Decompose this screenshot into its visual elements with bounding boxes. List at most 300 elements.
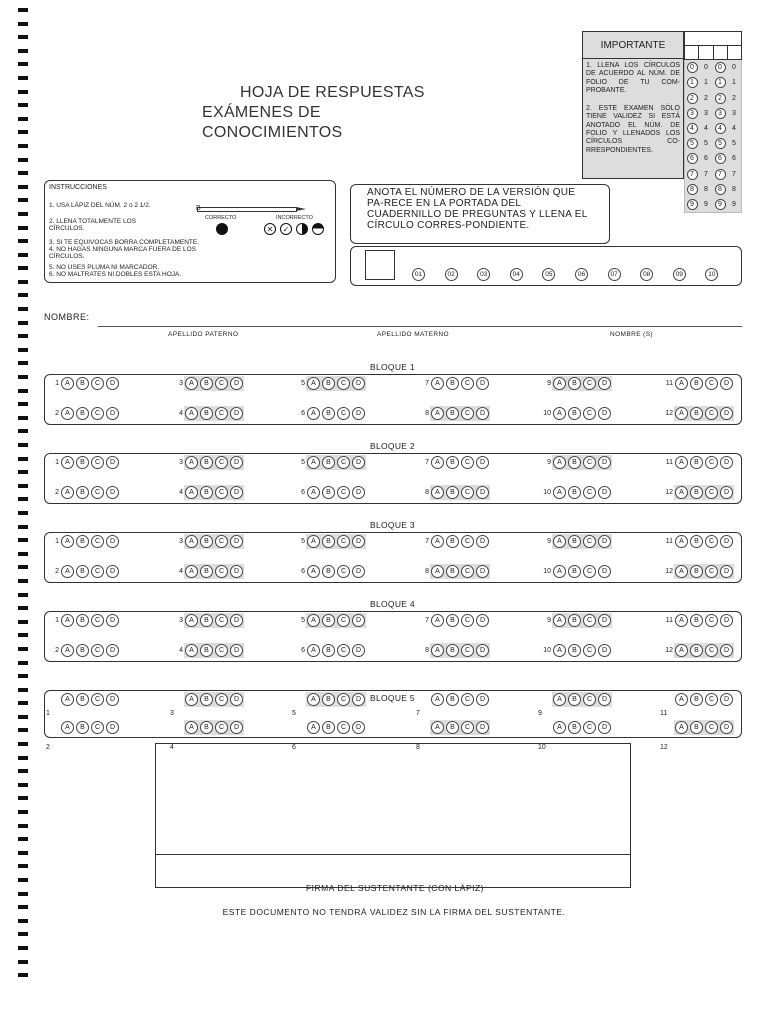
answer-bubble[interactable]: C: [215, 407, 228, 420]
answer-bubble[interactable]: D: [106, 377, 119, 390]
answer-bubble[interactable]: B: [76, 565, 89, 578]
answer-bubble[interactable]: A: [307, 407, 320, 420]
answer-bubble[interactable]: C: [583, 614, 596, 627]
answer-bubble[interactable]: C: [705, 614, 718, 627]
answer-bubble[interactable]: B: [690, 693, 703, 706]
answer-options: [306, 406, 366, 421]
answer-bubble[interactable]: A: [553, 565, 566, 578]
answer-bubble[interactable]: C: [705, 535, 718, 548]
answer-bubble[interactable]: A: [431, 614, 444, 627]
answer-bubble[interactable]: B: [322, 407, 335, 420]
answer-bubble[interactable]: D: [106, 486, 119, 499]
answer-bubble[interactable]: D: [352, 407, 365, 420]
answer-bubble[interactable]: C: [215, 456, 228, 469]
answer-bubble[interactable]: C: [337, 644, 350, 657]
folio-bubble[interactable]: 3: [704, 109, 708, 117]
answer-bubble[interactable]: D: [720, 535, 733, 548]
answer-bubble[interactable]: A: [61, 535, 74, 548]
answer-bubble[interactable]: C: [337, 377, 350, 390]
answer-bubble[interactable]: B: [200, 456, 213, 469]
folio-bubble[interactable]: 6: [704, 155, 708, 163]
answer-bubble[interactable]: B: [568, 456, 581, 469]
answer-bubble[interactable]: B: [446, 721, 459, 734]
answer-bubble[interactable]: B: [690, 377, 703, 390]
answer-bubble[interactable]: D: [352, 486, 365, 499]
folio-bubble[interactable]: 9: [687, 199, 698, 210]
answer-bubble[interactable]: C: [583, 377, 596, 390]
answer-bubble[interactable]: B: [76, 377, 89, 390]
answer-bubble[interactable]: A: [185, 486, 198, 499]
answer-bubble[interactable]: B: [568, 721, 581, 734]
answer-bubble[interactable]: D: [230, 565, 243, 578]
answer-bubble[interactable]: C: [215, 565, 228, 578]
answer-bubble[interactable]: A: [675, 565, 688, 578]
folio-bubble[interactable]: 7: [715, 169, 726, 180]
folio-bubble[interactable]: 7: [687, 169, 698, 180]
answer-bubble[interactable]: D: [106, 721, 119, 734]
answer-bubble[interactable]: B: [200, 486, 213, 499]
answer-bubble[interactable]: D: [352, 614, 365, 627]
answer-bubble[interactable]: A: [553, 486, 566, 499]
question-number: 5: [301, 459, 305, 466]
answer-bubble[interactable]: B: [76, 456, 89, 469]
answer-bubble[interactable]: D: [230, 407, 243, 420]
answer-bubble[interactable]: C: [337, 693, 350, 706]
answer-bubble[interactable]: D: [106, 407, 119, 420]
answer-bubble[interactable]: B: [76, 614, 89, 627]
answer-bubble[interactable]: B: [446, 456, 459, 469]
answer-bubble[interactable]: C: [337, 614, 350, 627]
answer-bubble[interactable]: D: [230, 486, 243, 499]
answer-bubble[interactable]: A: [185, 407, 198, 420]
answer-bubble[interactable]: C: [337, 721, 350, 734]
answer-bubble[interactable]: D: [352, 693, 365, 706]
answer-bubble[interactable]: C: [91, 456, 104, 469]
folio-bubble[interactable]: 4: [687, 123, 698, 134]
folio-bubble[interactable]: 1: [732, 79, 736, 87]
folio-bubble[interactable]: 5: [687, 138, 698, 149]
folio-bubble[interactable]: 4: [704, 124, 708, 132]
answer-bubble[interactable]: B: [568, 693, 581, 706]
folio-bubble[interactable]: 4: [715, 123, 726, 134]
answer-bubble[interactable]: B: [446, 565, 459, 578]
answer-bubble[interactable]: B: [568, 644, 581, 657]
answer-bubble[interactable]: D: [476, 614, 489, 627]
answer-bubble[interactable]: C: [461, 486, 474, 499]
answer-bubble[interactable]: A: [307, 565, 320, 578]
version-bubble[interactable]: 10: [705, 268, 718, 281]
answer-bubble[interactable]: D: [230, 721, 243, 734]
answer-bubble[interactable]: D: [720, 565, 733, 578]
answer-bubble[interactable]: B: [568, 377, 581, 390]
answer-bubble[interactable]: B: [568, 565, 581, 578]
answer-bubble[interactable]: D: [476, 721, 489, 734]
answer-bubble[interactable]: A: [675, 407, 688, 420]
answer-bubble[interactable]: D: [230, 644, 243, 657]
answer-bubble[interactable]: A: [553, 407, 566, 420]
answer-bubble[interactable]: D: [230, 693, 243, 706]
answer-bubble[interactable]: B: [322, 456, 335, 469]
answer-bubble[interactable]: C: [461, 456, 474, 469]
answer-bubble[interactable]: D: [352, 535, 365, 548]
answer-bubble[interactable]: A: [61, 614, 74, 627]
answer-bubble[interactable]: C: [215, 486, 228, 499]
answer-bubble[interactable]: A: [553, 693, 566, 706]
answer-bubble[interactable]: C: [583, 693, 596, 706]
answer-bubble[interactable]: C: [91, 486, 104, 499]
folio-bubble[interactable]: 1: [687, 77, 698, 88]
answer-bubble[interactable]: A: [61, 721, 74, 734]
answer-bubble[interactable]: B: [200, 377, 213, 390]
folio-bubble[interactable]: 7: [704, 170, 708, 178]
answer-bubble[interactable]: D: [476, 456, 489, 469]
answer-bubble[interactable]: B: [322, 693, 335, 706]
question-row: [170, 485, 244, 500]
answer-bubble[interactable]: C: [461, 721, 474, 734]
folio-bubble[interactable]: 2: [715, 93, 726, 104]
question-number: 6: [301, 410, 305, 417]
folio-bubble[interactable]: 1: [704, 79, 708, 87]
timing-mark: [18, 810, 28, 814]
answer-bubble[interactable]: D: [598, 693, 611, 706]
answer-bubble[interactable]: D: [106, 693, 119, 706]
answer-bubble[interactable]: D: [230, 456, 243, 469]
answer-bubble[interactable]: B: [322, 377, 335, 390]
folio-bubble[interactable]: 3: [732, 109, 736, 117]
answer-bubble[interactable]: A: [185, 721, 198, 734]
answer-bubble[interactable]: D: [106, 535, 119, 548]
answer-bubble[interactable]: C: [91, 693, 104, 706]
answer-bubble[interactable]: A: [185, 377, 198, 390]
answer-bubble[interactable]: D: [720, 721, 733, 734]
answer-bubble[interactable]: D: [352, 721, 365, 734]
answer-bubble[interactable]: B: [76, 721, 89, 734]
answer-bubble[interactable]: B: [76, 693, 89, 706]
folio-bubble[interactable]: 5: [704, 140, 708, 148]
answer-bubble[interactable]: A: [431, 693, 444, 706]
folio-bubble[interactable]: 6: [715, 153, 726, 164]
answer-bubble[interactable]: B: [568, 407, 581, 420]
answer-bubble[interactable]: B: [322, 486, 335, 499]
answer-bubble[interactable]: D: [598, 407, 611, 420]
folio-bubble[interactable]: 8: [715, 184, 726, 195]
answer-bubble[interactable]: D: [106, 565, 119, 578]
answer-bubble[interactable]: B: [200, 721, 213, 734]
answer-bubble[interactable]: B: [322, 535, 335, 548]
answer-bubble[interactable]: A: [675, 693, 688, 706]
answer-bubble[interactable]: C: [705, 407, 718, 420]
answer-bubble[interactable]: C: [461, 565, 474, 578]
answer-bubble[interactable]: C: [91, 535, 104, 548]
answer-bubble[interactable]: C: [215, 693, 228, 706]
question-row: [292, 455, 366, 470]
answer-bubble[interactable]: D: [476, 693, 489, 706]
answer-bubble[interactable]: B: [690, 407, 703, 420]
folio-bubble[interactable]: 0: [704, 64, 708, 72]
answer-bubble[interactable]: D: [230, 377, 243, 390]
answer-bubble[interactable]: D: [476, 407, 489, 420]
answer-bubble[interactable]: D: [598, 377, 611, 390]
folio-bubble[interactable]: 5: [715, 138, 726, 149]
answer-bubble[interactable]: A: [307, 721, 320, 734]
answer-bubble[interactable]: C: [461, 407, 474, 420]
folio-bubble[interactable]: 2: [687, 93, 698, 104]
folio-bubble[interactable]: 6: [732, 155, 736, 163]
answer-bubble[interactable]: B: [446, 407, 459, 420]
answer-bubble[interactable]: B: [322, 565, 335, 578]
answer-bubble[interactable]: A: [553, 614, 566, 627]
answer-bubble[interactable]: C: [461, 535, 474, 548]
folio-bubble[interactable]: 7: [732, 170, 736, 178]
answer-bubble[interactable]: D: [598, 535, 611, 548]
answer-bubble[interactable]: A: [431, 456, 444, 469]
answer-bubble[interactable]: C: [337, 535, 350, 548]
answer-bubble[interactable]: D: [230, 535, 243, 548]
version-number-field[interactable]: [365, 250, 395, 280]
folio-bubble[interactable]: 0: [732, 64, 736, 72]
answer-bubble[interactable]: C: [705, 377, 718, 390]
answer-bubble[interactable]: A: [553, 721, 566, 734]
answer-bubble[interactable]: A: [675, 721, 688, 734]
folio-bubble[interactable]: 0: [687, 62, 698, 73]
answer-bubble[interactable]: A: [307, 693, 320, 706]
answer-bubble[interactable]: A: [61, 377, 74, 390]
version-bubble[interactable]: 08: [640, 268, 653, 281]
answer-bubble[interactable]: D: [476, 644, 489, 657]
answer-bubble[interactable]: C: [461, 644, 474, 657]
answer-bubble[interactable]: B: [76, 535, 89, 548]
answer-bubble[interactable]: D: [598, 721, 611, 734]
answer-bubble[interactable]: A: [185, 614, 198, 627]
folio-bubble[interactable]: 9: [704, 200, 708, 208]
answer-bubble[interactable]: A: [431, 535, 444, 548]
answer-bubble[interactable]: B: [322, 721, 335, 734]
answer-bubble[interactable]: C: [583, 535, 596, 548]
answer-bubble[interactable]: A: [431, 721, 444, 734]
version-bubble[interactable]: 01: [412, 268, 425, 281]
answer-bubble[interactable]: A: [307, 644, 320, 657]
answer-bubble[interactable]: A: [675, 377, 688, 390]
answer-bubble[interactable]: B: [690, 486, 703, 499]
answer-bubble[interactable]: A: [185, 644, 198, 657]
answer-bubble[interactable]: D: [720, 377, 733, 390]
folio-bubble[interactable]: 5: [732, 140, 736, 148]
answer-bubble[interactable]: B: [690, 456, 703, 469]
answer-bubble[interactable]: A: [431, 377, 444, 390]
answer-bubble[interactable]: C: [705, 693, 718, 706]
answer-bubble[interactable]: B: [200, 614, 213, 627]
answer-bubble[interactable]: A: [185, 456, 198, 469]
answer-bubble[interactable]: C: [583, 486, 596, 499]
answer-bubble[interactable]: D: [476, 486, 489, 499]
answer-bubble[interactable]: D: [230, 614, 243, 627]
answer-bubble[interactable]: B: [446, 486, 459, 499]
answer-bubble[interactable]: A: [185, 693, 198, 706]
answer-bubble[interactable]: C: [705, 565, 718, 578]
answer-bubble[interactable]: C: [91, 377, 104, 390]
answer-bubble[interactable]: D: [106, 456, 119, 469]
answer-bubble[interactable]: B: [690, 614, 703, 627]
answer-bubble[interactable]: A: [431, 565, 444, 578]
answer-bubble[interactable]: B: [200, 644, 213, 657]
folio-bubble[interactable]: 0: [715, 62, 726, 73]
answer-bubble[interactable]: D: [106, 644, 119, 657]
version-bubble[interactable]: 07: [608, 268, 621, 281]
version-bubble[interactable]: 06: [575, 268, 588, 281]
folio-bubble[interactable]: 2: [732, 94, 736, 102]
answer-bubble[interactable]: C: [461, 377, 474, 390]
answer-bubble[interactable]: B: [200, 565, 213, 578]
answer-bubble[interactable]: C: [215, 644, 228, 657]
folio-bubble[interactable]: 8: [732, 185, 736, 193]
answer-bubble[interactable]: D: [720, 407, 733, 420]
answer-bubble[interactable]: D: [352, 644, 365, 657]
answer-bubble[interactable]: C: [337, 407, 350, 420]
folio-bubble[interactable]: 2: [704, 94, 708, 102]
answer-bubble[interactable]: B: [76, 644, 89, 657]
answer-bubble[interactable]: B: [446, 377, 459, 390]
folio-bubble[interactable]: 8: [687, 184, 698, 195]
answer-bubble[interactable]: B: [568, 614, 581, 627]
answer-bubble[interactable]: D: [720, 456, 733, 469]
answer-bubble[interactable]: A: [553, 535, 566, 548]
answer-bubble[interactable]: A: [307, 535, 320, 548]
answer-bubble[interactable]: A: [61, 693, 74, 706]
answer-bubble[interactable]: A: [431, 486, 444, 499]
folio-bubble[interactable]: 4: [732, 124, 736, 132]
answer-bubble[interactable]: B: [446, 644, 459, 657]
answer-bubble[interactable]: A: [61, 456, 74, 469]
answer-bubble[interactable]: B: [446, 614, 459, 627]
answer-bubble[interactable]: A: [675, 614, 688, 627]
answer-bubble[interactable]: D: [476, 565, 489, 578]
answer-bubble[interactable]: D: [352, 456, 365, 469]
timing-mark: [18, 416, 28, 420]
version-bubble[interactable]: 03: [477, 268, 490, 281]
answer-bubble[interactable]: A: [553, 456, 566, 469]
answer-bubble[interactable]: B: [200, 407, 213, 420]
answer-bubble[interactable]: C: [583, 644, 596, 657]
answer-bubble[interactable]: C: [461, 614, 474, 627]
answer-bubble[interactable]: C: [337, 565, 350, 578]
folio-bubble[interactable]: 3: [715, 108, 726, 119]
answer-bubble[interactable]: B: [76, 486, 89, 499]
answer-bubble[interactable]: A: [307, 614, 320, 627]
answer-bubble[interactable]: B: [690, 565, 703, 578]
answer-bubble[interactable]: D: [352, 377, 365, 390]
answer-bubble[interactable]: D: [720, 693, 733, 706]
answer-bubble[interactable]: D: [598, 565, 611, 578]
answer-bubble[interactable]: A: [61, 486, 74, 499]
answer-bubble[interactable]: D: [598, 614, 611, 627]
answer-bubble[interactable]: A: [61, 565, 74, 578]
answer-bubble[interactable]: C: [215, 721, 228, 734]
answer-bubble[interactable]: A: [307, 377, 320, 390]
answer-bubble[interactable]: C: [91, 614, 104, 627]
answer-bubble[interactable]: A: [431, 407, 444, 420]
answer-bubble[interactable]: A: [553, 377, 566, 390]
answer-bubble[interactable]: C: [461, 693, 474, 706]
version-bubble[interactable]: 04: [510, 268, 523, 281]
answer-bubble[interactable]: B: [200, 535, 213, 548]
answer-bubble[interactable]: C: [91, 407, 104, 420]
answer-bubble[interactable]: C: [337, 486, 350, 499]
answer-bubble[interactable]: B: [446, 535, 459, 548]
answer-bubble[interactable]: D: [598, 486, 611, 499]
answer-bubble[interactable]: B: [446, 693, 459, 706]
folio-bubble[interactable]: 9: [732, 200, 736, 208]
answer-bubble[interactable]: D: [476, 535, 489, 548]
folio-bubble[interactable]: 3: [687, 108, 698, 119]
answer-bubble[interactable]: A: [185, 565, 198, 578]
answer-bubble[interactable]: D: [476, 377, 489, 390]
folio-bubble[interactable]: 1: [715, 77, 726, 88]
answer-bubble[interactable]: A: [675, 456, 688, 469]
folio-bubble[interactable]: 8: [704, 185, 708, 193]
answer-bubble[interactable]: C: [705, 486, 718, 499]
answer-bubble[interactable]: C: [215, 535, 228, 548]
answer-bubble[interactable]: C: [91, 644, 104, 657]
answer-bubble[interactable]: D: [720, 614, 733, 627]
answer-bubble[interactable]: A: [307, 456, 320, 469]
answer-bubble[interactable]: C: [91, 721, 104, 734]
answer-bubble[interactable]: A: [431, 644, 444, 657]
name-line[interactable]: [98, 326, 742, 327]
answer-bubble[interactable]: A: [185, 535, 198, 548]
answer-bubble[interactable]: C: [583, 565, 596, 578]
answer-bubble[interactable]: D: [598, 456, 611, 469]
answer-bubble[interactable]: B: [76, 407, 89, 420]
answer-bubble[interactable]: B: [568, 486, 581, 499]
answer-bubble[interactable]: B: [690, 535, 703, 548]
answer-bubble[interactable]: D: [720, 644, 733, 657]
version-bubble[interactable]: 05: [542, 268, 555, 281]
answer-bubble[interactable]: A: [675, 535, 688, 548]
answer-bubble[interactable]: D: [352, 565, 365, 578]
answer-bubble[interactable]: A: [307, 486, 320, 499]
answer-bubble[interactable]: B: [690, 644, 703, 657]
answer-bubble[interactable]: B: [200, 693, 213, 706]
answer-bubble[interactable]: C: [705, 456, 718, 469]
answer-bubble[interactable]: C: [705, 644, 718, 657]
folio-bubble[interactable]: 6: [687, 153, 698, 164]
answer-bubble[interactable]: D: [106, 614, 119, 627]
answer-bubble[interactable]: C: [337, 456, 350, 469]
answer-bubble[interactable]: C: [583, 456, 596, 469]
answer-bubble[interactable]: B: [690, 721, 703, 734]
answer-bubble[interactable]: C: [215, 614, 228, 627]
answer-bubble[interactable]: A: [675, 644, 688, 657]
answer-bubble[interactable]: C: [583, 721, 596, 734]
answer-bubble[interactable]: A: [61, 407, 74, 420]
answer-bubble[interactable]: B: [568, 535, 581, 548]
answer-bubble[interactable]: A: [61, 644, 74, 657]
answer-bubble[interactable]: C: [583, 407, 596, 420]
answer-bubble[interactable]: B: [322, 644, 335, 657]
answer-bubble[interactable]: B: [322, 614, 335, 627]
signature-box[interactable]: [155, 743, 631, 888]
version-bubble[interactable]: 09: [673, 268, 686, 281]
answer-bubble[interactable]: C: [91, 565, 104, 578]
folio-bubble[interactable]: 9: [715, 199, 726, 210]
answer-bubble[interactable]: A: [553, 644, 566, 657]
answer-bubble[interactable]: C: [705, 721, 718, 734]
answer-bubble[interactable]: A: [675, 486, 688, 499]
version-bubble[interactable]: 02: [445, 268, 458, 281]
answer-bubble[interactable]: D: [598, 644, 611, 657]
answer-bubble[interactable]: C: [215, 377, 228, 390]
answer-bubble[interactable]: D: [720, 486, 733, 499]
